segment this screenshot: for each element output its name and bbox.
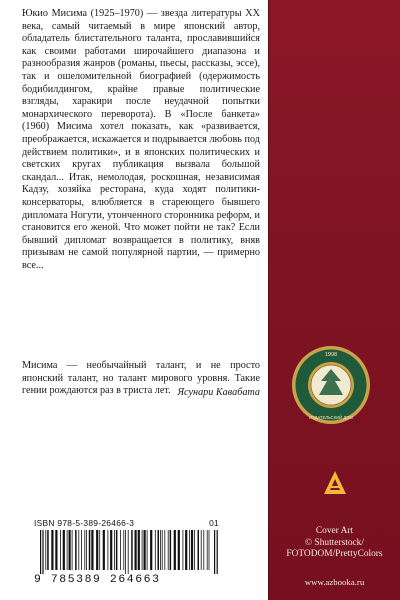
publisher-website: www.azbooka.ru [304,577,365,587]
barcode-bar [60,530,61,570]
barcode-bar [144,530,146,570]
cover-credits [269,526,400,561]
barcode-bar [194,530,195,570]
barcode-bar [55,530,57,570]
barcode-bar [96,530,98,570]
description-paragraph: Юкио Мисима (1925–1970) — звезда литературы XX века, самый читаемый в мире японский автор, обладатель блистательного таланта, прославившийся как своими работами широчайшего диапазона и разнообразия жанров (романы, пьесы, рассказы, эссе), так и ошеломительной биографией (одержимость бодибилдингом, крайне правые политические взгляды, харакири после неудачной попытки монархического переворота). В «После банкета» (1960) Мисима хотел показать, как «развивается, преображается, искажается и подрывается любовь под действием политики», и в японских политических и светских кругах публикация вызвала большой скандал... Итак, немолодая, роскошная, независимая Кадзу, хозяйка ресторана, куда ходят политики-консерваторы, влюбляется в стареющего бывшего дипломата Ногути, утонченного сторонника реформ, и становится его женой. Что может пойти не так? Если бывший дипломат возвращается в политику, вняв призывам не самой популярной партии, — примерно все... [22,8,260,271]
barcode-bar [75,530,77,570]
publisher-seal-icon [291,345,371,425]
barcode-bar [120,530,121,570]
barcode-bar [158,530,160,570]
isbn-label: ISBN 978-5-389-26466-3 [34,518,135,528]
barcode-bar [207,530,208,570]
barcode-bar [201,530,202,570]
barcode-bar [214,530,215,574]
barcode-bar [86,530,87,570]
isbn-line [34,518,219,528]
barcode-bar [162,530,163,570]
barcode-block [34,518,219,590]
barcode-bar [89,530,91,570]
barcode-bar [217,530,218,574]
barcode-bar [138,530,140,570]
barcode-bar [178,530,180,570]
credit-line-3: FOTODOM/PrettyColors [286,549,383,560]
barcode-bar [47,530,49,570]
barcode-bar [45,530,46,570]
barcode-bar [51,530,53,570]
barcode-bar [170,530,172,570]
barcode-bar [78,530,79,570]
barcode-bar [174,530,176,570]
barcode-bar [69,530,71,570]
review-quote: Мисима — необычайный талант, и не просто японский талант, но талант мирового уровня. Такие гении рождаются раз в триста лет. [22,360,260,397]
barcode-bar [209,530,210,570]
barcode-bar [128,530,129,574]
barcode-bar [110,530,112,570]
barcode-bar [164,530,165,570]
barcode-bar [91,530,93,570]
barcode-bar [67,530,68,570]
barcode-bar [108,530,109,570]
barcode-bar [142,530,143,570]
barcode-bar [155,530,156,570]
barcode-bar [160,530,161,570]
barcode-bar [99,530,100,570]
barcode-bar [168,530,169,570]
barcode-bar [81,530,82,570]
barcode-bar [42,530,43,574]
barcode-bar [150,530,152,570]
barcode-bar [185,530,187,570]
barcode-bar [189,530,190,570]
quote-author: Ясунари Кавабата [177,387,260,398]
barcode-bar [84,530,85,570]
publisher-logo-icon [322,470,348,496]
barcode-bar [125,530,126,574]
barcode-icon [40,530,218,574]
barcode-bar [147,530,148,570]
barcode-bar [63,530,65,570]
barcode-bar [72,530,73,570]
color-panel [269,0,400,600]
barcode-bar [191,530,193,570]
barcode-bar [123,530,124,570]
barcode-bar [183,530,184,570]
barcode-bar [135,530,137,570]
credit-line-2: © Shutterstock/ [305,537,364,548]
barcode-digits: 9 785389 264663 [34,574,161,586]
book-description [22,8,260,272]
barcode-bar [103,530,105,570]
barcode-bar [198,530,200,570]
isbn-suffix: 01 [209,518,219,528]
barcode-bar [114,530,115,570]
barcode-bar [40,530,41,574]
credit-line-1: Cover Art [315,526,354,536]
barcode-bar [203,530,204,570]
seal-ring-text: ИЗДАТЕЛЬСКИЙ ДОМ [309,415,353,420]
seal-year: 1998 [324,352,338,358]
barcode-bar [116,530,118,570]
barcode-bar [131,530,133,570]
